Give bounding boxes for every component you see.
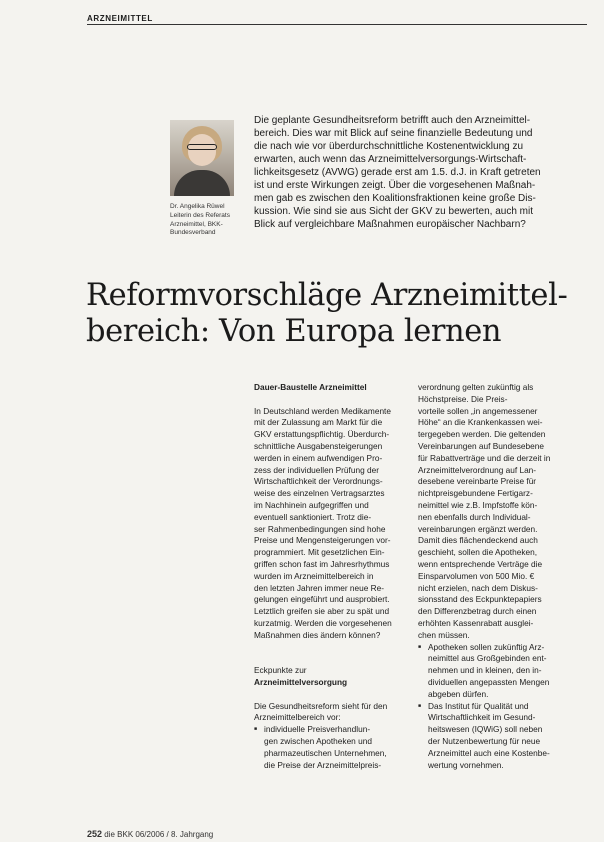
body-line: schnittliche Ausgabensteigerungen [254, 440, 383, 451]
body-line: vorteile sollen „in angemessener [418, 405, 538, 416]
bullet-line: ■ Apotheken sollen zukünftig Arz- [418, 642, 574, 654]
body-line: Maßnahmen dies ändern können? [254, 629, 381, 640]
subheading-line: Arzneimittelversorgung [254, 676, 348, 687]
body-line: erhöhten Kassenrabatt ausglei- [418, 617, 534, 628]
bullet-line: gen zwischen Apotheken und [264, 735, 372, 746]
bullet-line: abgeben dürfen. [428, 688, 489, 699]
body-line: In Deutschland werden Medikamente [254, 405, 391, 416]
bullet-line: nehmen und in kleinen, den in- [428, 665, 542, 676]
body-column-1 [254, 382, 406, 771]
bullet-line: Arzneimittel auch eine Kostenbe- [428, 747, 550, 758]
body-line: tergegeben werden. Die geltenden [418, 429, 546, 440]
body-line: mit der Zulassung am Markt für die [254, 417, 383, 428]
intro-line: erwarten, auch wenn das Arzneimittelversorgungs-Wirtschaft- [254, 153, 527, 165]
body-line: verordnung gelten zukünftig als [418, 382, 534, 392]
body-line: Höhe“ an die Krankenkassen wei- [418, 417, 543, 428]
photo-caption [170, 203, 240, 238]
body-line: zess der individuellen Prüfung der [254, 464, 379, 475]
intro-line: Blick auf vergleichbare Maßnahmen europäischer Nachbarn? [254, 218, 526, 230]
bullet-line: ■ Das Institut für Qualität und [418, 701, 574, 713]
intro-line: ist und erste Wirkungen zeigt. Über die vorgesehenen Maßnah- [254, 179, 536, 191]
body-line: den Differenzbetrag durch einen [418, 606, 537, 617]
intro-line: lichkeitsgesetz (AVWG) gerade erst am 1.5. d.J. in Kraft getreten [254, 166, 541, 178]
body-line: sionsstand des Eckpunktepapiers [418, 594, 542, 605]
body-line: Wirtschaftlichkeit der Verordnungs- [254, 476, 383, 487]
article-headline [86, 278, 567, 350]
bullet-line: der Nutzenbewertung für neue [428, 735, 541, 746]
intro-line: bereich. Dies war mit Blick auf seine finanzielle Bedeutung und [254, 127, 533, 139]
body-line: griffen schon fast im Jahresrhythmus [254, 558, 390, 569]
body-line: für Rabattverträge und die derzeit in [418, 452, 551, 463]
body-line: Letztlich greifen sie aber zu spät und [254, 606, 390, 617]
body-line: nicht erzielen, nach dem Diskus- [418, 582, 538, 593]
body-line: wenn entsprechende Verträge die [418, 558, 543, 569]
headline-line: Reformvorschläge Arzneimittel- [86, 278, 568, 313]
bullet-line: wertung vornehmen. [428, 759, 504, 770]
section-label: ARZNEIMITTEL [87, 14, 153, 23]
author-photo [170, 120, 234, 196]
intro-line: men gab es zwischen den Koalitionsfraktionen keine große Dis- [254, 192, 536, 204]
caption-line: Leiterin des Referats [170, 211, 230, 219]
page-footer [87, 829, 213, 839]
body-line: desebene vereinbarte Preise für [418, 476, 537, 487]
body-line: neimittel wie z.B. Impfstoffe kön- [418, 499, 538, 510]
page-number: 252 [87, 829, 103, 839]
subheading: Dauer-Baustelle Arzneimittel [254, 382, 367, 392]
subheading-line: Eckpunkte zur [254, 665, 307, 676]
body-line: Damit dies flächendeckend auch [418, 535, 538, 546]
body-line: gelungen eingeführt und ausprobiert. [254, 594, 390, 605]
body-line: Arzneimittelbereich vor: [254, 712, 341, 723]
caption-line: Dr. Angelika Rüwel [170, 203, 225, 210]
body-line: Die Gesundheitsreform sieht für den [254, 700, 388, 711]
footer-source: die BKK 06/2006 / 8. Jahrgang [104, 830, 214, 839]
body-line: im Nachhinein aufgegriffen und [254, 499, 369, 510]
body-line: geschieht, sollen die Apotheken, [418, 547, 538, 558]
intro-line: kussion. Wie sind sie aus Sicht der GKV zu bewerten, auch mit [254, 205, 534, 217]
body-line: eventuell sanktioniert. Trotz die- [254, 511, 372, 522]
top-rule [87, 24, 587, 25]
body-line: werden in einem aufwendigen Pro- [254, 452, 383, 463]
bullet-line: ■ individuelle Preisverhandlun- [254, 724, 406, 736]
body-column-2 [418, 382, 574, 771]
body-line: Höchstpreise. Die Preis- [418, 393, 508, 404]
caption-line: Arzneimittel, BKK- [170, 220, 223, 228]
bullet-line: die Preise der Arzneimittelpreis- [264, 759, 382, 770]
intro-line: Die geplante Gesundheitsreform betrifft auch den Arzneimittel- [254, 115, 531, 126]
caption-line: Bundesverband [170, 229, 216, 237]
body-line: nichtpreisgebundene Fertigarz- [418, 488, 533, 499]
body-line: Vereinbarungen auf Bundesebene [418, 440, 544, 451]
body-line: Arzneimittelverordnung auf Lan- [418, 464, 537, 475]
body-line: vereinbarungen ergänzt werden. [418, 523, 538, 534]
body-line: wurden im Arzneimittelbereich in [254, 570, 374, 581]
intro-line: die nach wie vor überdurchschnittliche Kostenentwicklung zu [254, 140, 524, 152]
bullet-line: pharmazeutischen Unternehmen, [264, 747, 387, 758]
body-line: den letzten Jahren immer neue Re- [254, 582, 385, 593]
body-line: Einsparvolumen von 500 Mio. € [418, 570, 535, 581]
headline-line: bereich: Von Europa lernen [86, 314, 502, 349]
body-line: programmiert. Mit gesetzlichen Ein- [254, 547, 385, 558]
bullet-line: neimittel aus Großgebinden ent- [428, 653, 547, 664]
body-line: GKV erstattungspflichtig. Überdurch- [254, 429, 390, 440]
body-line: nen ebenfalls durch Individual- [418, 511, 531, 522]
bullet-line: dividuellen angepassten Mengen [428, 676, 550, 687]
intro-paragraph [254, 115, 572, 232]
body-line: ser Rahmenbedingungen sind hohe [254, 523, 386, 534]
body-line: chen müssen. [418, 629, 470, 640]
bullet-line: heitswesen (IQWiG) soll neben [428, 724, 543, 735]
body-line: kurzatmig. Werden die vorgesehenen [254, 617, 392, 628]
body-line: Preise und Mengensteigerungen vor- [254, 535, 391, 546]
bullet-line: Wirtschaftlichkeit im Gesund- [428, 712, 536, 723]
body-line: weise des einzelnen Vertragsarztes [254, 488, 385, 499]
